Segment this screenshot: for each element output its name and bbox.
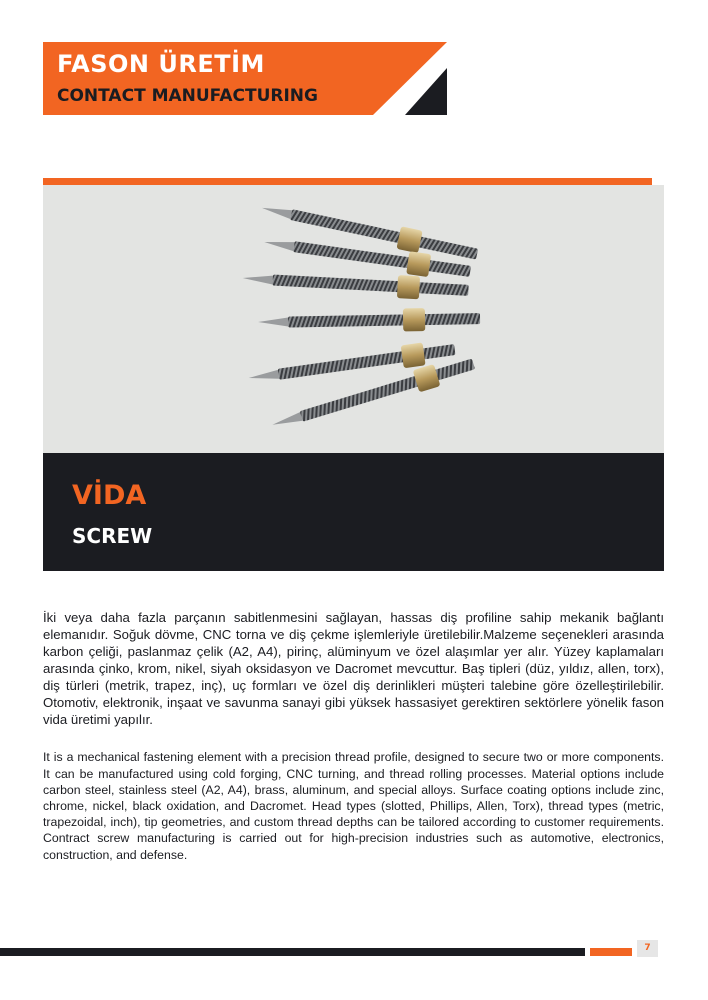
- footer-accent: [590, 948, 632, 956]
- page-subtitle: CONTACT MANUFACTURING: [57, 86, 318, 106]
- description-turkish: İki veya daha fazla parçanın sabitlenmesini sağlayan, hassas diş profiline sahip mekanik bağlantı elemanıdır. Soğuk dövme, CNC torna ve diş çekme işlemleriyle üretilebilir.Malzeme seçenekleri arasında karbon çeliği, paslanmaz çelik (A2, A4), pirinç, alüminyum ve özel alaşımlar yer alır. Yüzey kaplamaları arasında çinko, krom, nikel, siyah oksidasyon ve Dacromet mevcuttur. Baş tipleri (düz, yıldız, allen, torx), diş türleri (metrik, trapez, inç), uç formları ve özel diş derinlikleri müşteri talebine göre özelleştirilebilir. Otomotiv, elektronik, inşaat ve savunma sanayi gibi yüksek hassasiyet gerektiren sektörlere yönelik fason vida üretimi yapılır.: [43, 610, 664, 728]
- footer-bar: [0, 948, 585, 956]
- screws-illustration: [43, 185, 664, 453]
- product-name-en: SCREW: [72, 524, 153, 548]
- screws-photo-icon: [43, 185, 664, 453]
- page-number: 7: [637, 940, 658, 957]
- accent-bar: [43, 178, 652, 185]
- description-english: It is a mechanical fastening element with a precision thread profile, designed to secure two or more components. It can be manufactured using cold forging, CNC turning, and thread rolling processes. Material options include carbon steel, stainless steel (A2, A4), brass, aluminum, and special alloys. Surface coating options include zinc, chrome, nickel, black oxidation, and Dacromet. Head types (slotted, Phillips, Allen, Torx), thread types (metric, trapezoidal, inch), tip geometries, and custom thread depths can be tailored according to customer requirements. Contract screw manufacturing is carried out for high-precision industries such as automotive, electronics, construction, and defense.: [43, 750, 664, 862]
- product-title-panel: [43, 453, 664, 571]
- page-title: FASON ÜRETİM: [57, 50, 265, 78]
- product-name-tr: VİDA: [72, 480, 147, 511]
